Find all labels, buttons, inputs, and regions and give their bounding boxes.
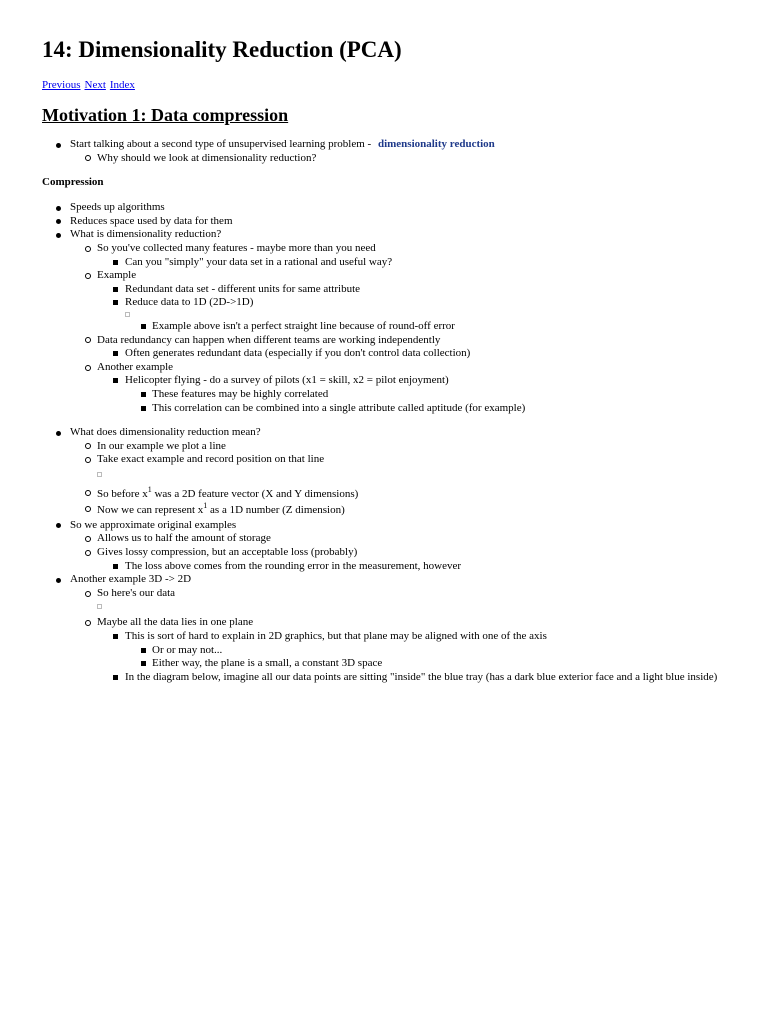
list-item-text: Example (97, 269, 137, 282)
next-link[interactable]: Next (84, 79, 106, 91)
list-item (42, 228, 726, 415)
list-item (70, 486, 726, 502)
intro-text: Start talking about a second type of unsupervised learning problem - (70, 138, 374, 150)
list-item: Example above isn't a perfect straight line because of round-off error (125, 320, 726, 334)
list-item-text: Now we can represent x (97, 503, 204, 516)
list-item: Can you "simply" your data set in a rational and useful way? (97, 256, 726, 270)
list-item (97, 374, 726, 415)
list-item-text: Take exact example and record position on that line (97, 453, 325, 466)
image-placeholder (125, 312, 130, 317)
list-item: This correlation can be combined into a single attribute called aptitude (for example) (125, 402, 726, 416)
section-heading: Motivation 1: Data compression (42, 105, 289, 125)
list-item-text: So you've collected many features - maybe more than you need (97, 241, 376, 254)
list-item: Either way, the plane is a small, a constant 3D space (125, 657, 726, 671)
list-item (70, 502, 726, 519)
list-item-text: Maybe all the data lies in one plane (97, 616, 254, 629)
previous-link[interactable]: Previous (42, 79, 81, 91)
list-item: Allows us to half the amount of storage (70, 532, 726, 546)
list-item (97, 630, 726, 671)
image-placeholder (97, 472, 102, 477)
page-title: 14: Dimensionality Reduction (PCA) (42, 37, 402, 62)
list-item-text: So we approximate original examples (70, 518, 237, 531)
list-item (70, 334, 726, 361)
list-item (70, 587, 726, 617)
list-item: Speeds up algorithms (42, 201, 726, 215)
list-item (70, 546, 726, 573)
list-item (97, 296, 726, 333)
list-item: Redundant data set - different units for same attribute (97, 283, 726, 297)
list-item-text: What does dimensionality reduction mean? (70, 426, 261, 439)
list-item-text: So before x (97, 487, 148, 500)
list-item (42, 519, 726, 573)
list-item: Or or may not... (125, 644, 726, 658)
list-item-text: Another example (97, 360, 174, 373)
list-item-text: Helicopter flying - do a survey of pilots (x1 = skill, x2 = pilot enjoyment) (125, 374, 449, 387)
list-item: The loss above comes from the rounding error in the measurement, however (97, 560, 726, 574)
list-item: In our example we plot a line (70, 440, 726, 454)
list-item: These features may be highly correlated (125, 388, 726, 402)
list-item (70, 453, 726, 486)
list-item-text: Reduce data to 1D (2D->1D) (125, 296, 254, 309)
list-item-text: Gives lossy compression, but an acceptable loss (probably) (97, 546, 358, 559)
image-placeholder (97, 604, 102, 609)
subheading-compression: Compression (42, 176, 104, 189)
keyword-highlight: dimensionality reduction (377, 138, 495, 150)
list-item (42, 426, 726, 519)
intro-list (42, 138, 726, 165)
list-item (70, 242, 726, 269)
list-item (70, 269, 726, 333)
list-item-text: Another example 3D -> 2D (70, 573, 192, 586)
list-item: Why should we look at dimensionality reduction? (70, 152, 726, 166)
superscript: 1 (147, 484, 152, 494)
meaning-list (42, 426, 726, 684)
list-item (42, 573, 726, 684)
index-link[interactable]: Index (109, 79, 135, 91)
compression-list (42, 201, 726, 415)
list-item: In the diagram below, imagine all our data points are sitting "inside" the blue tray (has a dark blue exterior face and a light blue inside) (97, 671, 726, 685)
list-item-text: was a 2D feature vector (X and Y dimensions) (151, 487, 359, 500)
page-navigation (42, 78, 726, 92)
list-item-text: This is sort of hard to explain in 2D graphics, but that plane may be aligned with one of the axis (125, 630, 547, 643)
list-item-text: What is dimensionality reduction? (70, 228, 222, 241)
list-item: Often generates redundant data (especially if you don't control data collection) (97, 347, 726, 361)
list-item (42, 138, 726, 165)
list-item-text: as a 1D number (Z dimension) (207, 503, 345, 516)
list-item (70, 616, 726, 684)
list-item: Reduces space used by data for them (42, 215, 726, 229)
list-item-text: Data redundancy can happen when different teams are working independently (97, 333, 441, 346)
superscript: 1 (203, 500, 208, 510)
list-item (70, 361, 726, 415)
list-item-text: So here's our data (97, 586, 176, 599)
